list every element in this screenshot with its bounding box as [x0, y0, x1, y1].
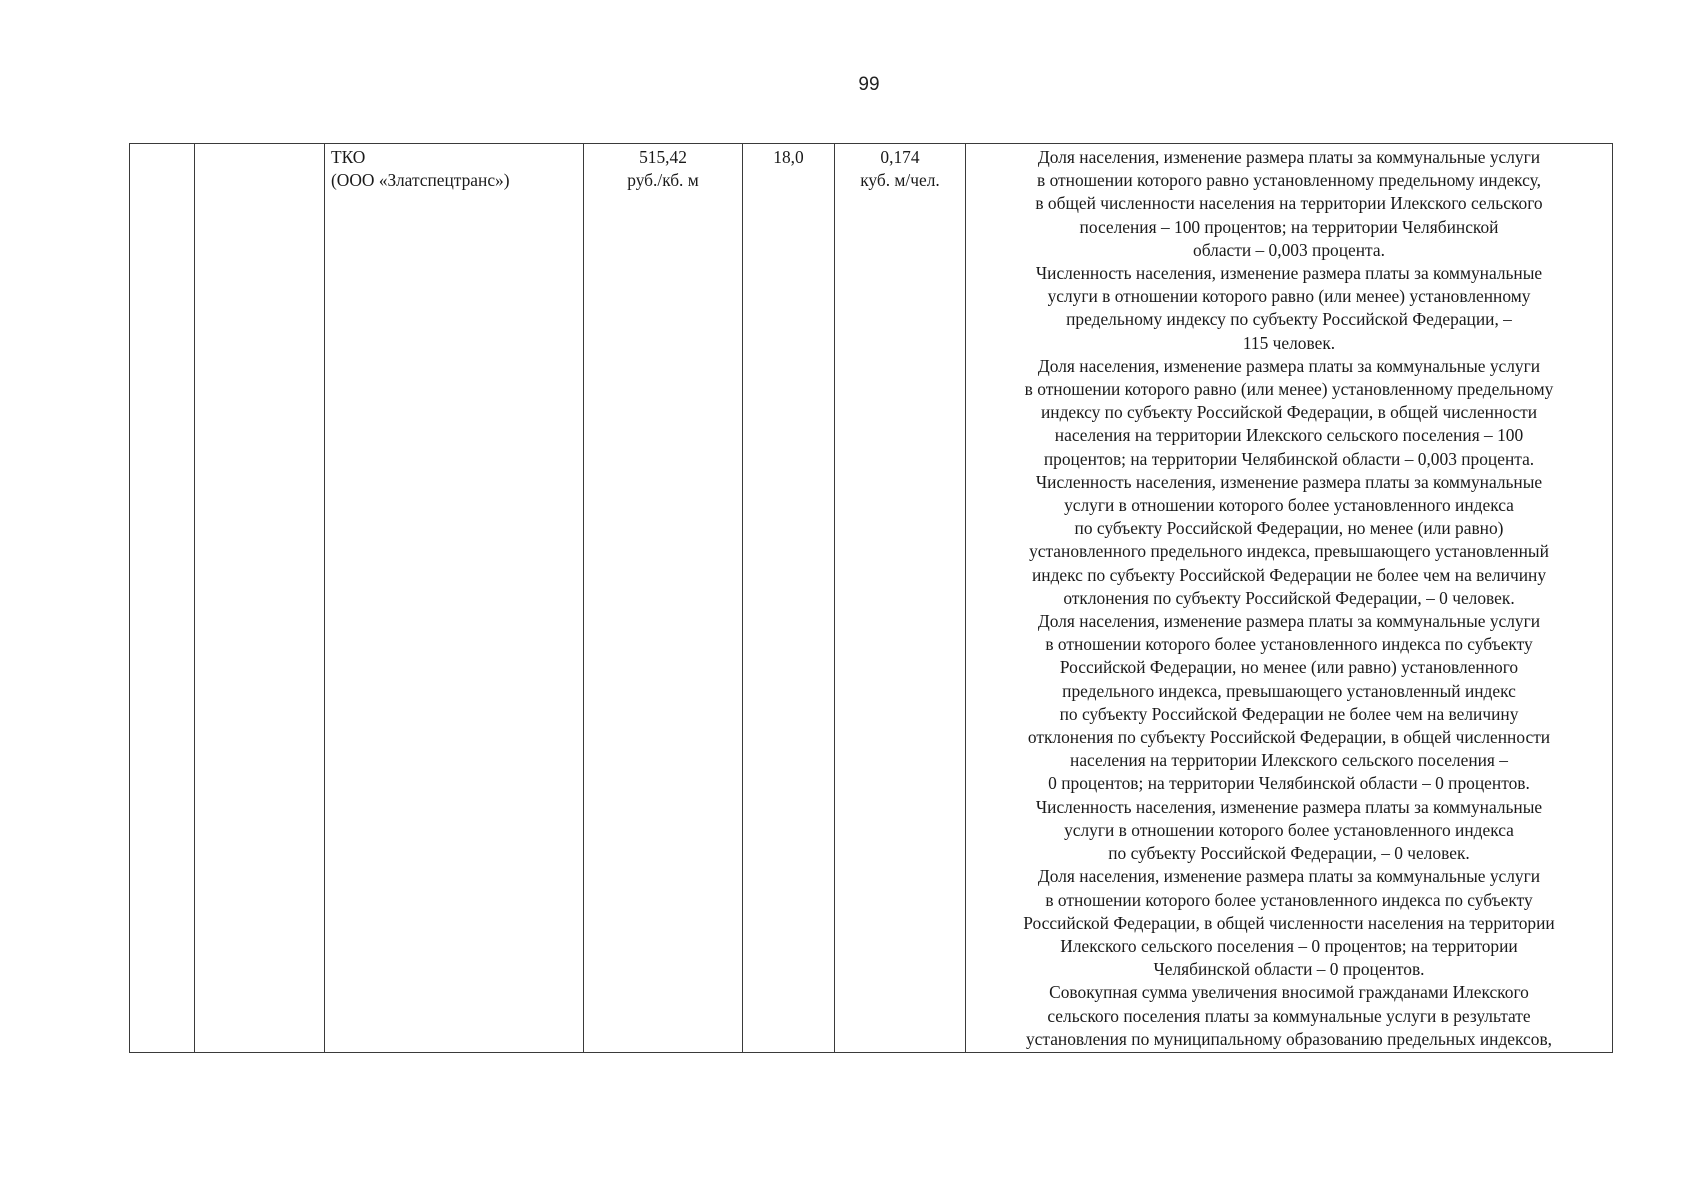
description-line: 0 процентов; на территории Челябинской области – 0 процентов. [1048, 773, 1530, 794]
description-line: населения на территории Илекского сельского поселения – 100 [1054, 425, 1524, 446]
cell-description [966, 144, 1613, 1053]
description-line: сельского поселения платы за коммунальные услуги в результате [1047, 1005, 1531, 1026]
description-line: Доля населения, изменение размера платы за коммунальные услуги [1037, 147, 1541, 167]
description-line: установления по муниципальному образованию предельных индексов, [1025, 1028, 1552, 1049]
volume-unit: куб. м/чел. [860, 170, 940, 191]
cell-index [743, 144, 835, 1053]
tariff-value: 515,42 [639, 147, 687, 167]
description-line: услуги в отношении которого более установленного индекса [1064, 819, 1514, 840]
description-line: 115 человек. [1242, 332, 1336, 353]
description-line: области – 0,003 процента. [1193, 239, 1385, 260]
description-line: Челябинской области – 0 процентов. [1153, 959, 1425, 980]
tariff-unit: руб./кб. м [627, 170, 699, 191]
description-line: предельному индексу по субъекту Российской Федерации, – [1066, 309, 1512, 330]
description-line: по субъекту Российской Федерации не более чем на величину [1059, 703, 1519, 724]
description-line: Доля населения, изменение размера платы за коммунальные услуги [1037, 355, 1541, 376]
description-line: Российской Федерации, в общей численности населения на территории [1023, 912, 1555, 933]
description-line: в отношении которого более установленного индекса по субъекту [1045, 634, 1533, 655]
description-line: в отношении которого равно установленному предельному индексу, [1037, 170, 1541, 191]
description-line: отклонения по субъекту Российской Федерации, в общей численности [1027, 727, 1551, 748]
description-line: Совокупная сумма увеличения вносимой гражданами Илекского [1049, 982, 1529, 1003]
description-line: услуги в отношении которого равно (или менее) установленному [1047, 286, 1531, 307]
description-line: Илекского сельского поселения – 0 процентов; на территории [1060, 935, 1518, 956]
description-line: в отношении которого более установленного индекса по субъекту [1045, 889, 1533, 910]
cell-volume [835, 144, 966, 1053]
cell-municipality [195, 144, 325, 1053]
page-number: 99 [858, 74, 880, 95]
description-line: отклонения по субъекту Российской Федерации, – 0 человек. [1063, 587, 1515, 608]
description-line: установленного предельного индекса, превышающего установленный [1029, 541, 1549, 562]
description-line: индекс по субъекту Российской Федерации не более чем на величину [1031, 564, 1547, 585]
cell-service [325, 144, 584, 1053]
description-line: индексу по субъекту Российской Федерации, в общей численности [1040, 402, 1538, 423]
description-line: поселения – 100 процентов; на территории Челябинской [1079, 216, 1499, 237]
volume-value: 0,174 [880, 147, 920, 167]
description-line: Численность населения, изменение размера платы за коммунальные [1035, 796, 1543, 817]
description-line: по субъекту Российской Федерации, но менее (или равно) [1074, 518, 1504, 539]
description-line: Российской Федерации, но менее (или равно) установленного [1059, 657, 1519, 678]
table-row [130, 144, 1613, 1053]
description-line: Доля населения, изменение размера платы за коммунальные услуги [1037, 866, 1541, 887]
index-value: 18,0 [773, 147, 804, 167]
tariff-table [129, 143, 1613, 1053]
description-line: по субъекту Российской Федерации, – 0 человек. [1108, 843, 1470, 864]
description-line: Доля населения, изменение размера платы за коммунальные услуги [1037, 611, 1541, 632]
service-name: ТКО [331, 147, 366, 167]
cell-tariff [584, 144, 743, 1053]
description-line: Численность населения, изменение размера платы за коммунальные [1035, 263, 1543, 284]
cell-number [130, 144, 195, 1053]
description-line: Численность населения, изменение размера платы за коммунальные [1035, 471, 1543, 492]
description-line: населения на территории Илекского сельского поселения – [1070, 750, 1508, 771]
description-line: услуги в отношении которого более установленного индекса [1064, 495, 1514, 516]
description-line: в общей численности населения на территории Илекского сельского [1035, 193, 1543, 214]
description-line: процентов; на территории Челябинской области – 0,003 процента. [1043, 448, 1535, 469]
description-line: в отношении которого равно (или менее) установленному предельному [1024, 379, 1554, 400]
service-provider: (ООО «Златспецтранс») [331, 170, 510, 191]
description-line: предельного индекса, превышающего установленный индекс [1062, 680, 1516, 701]
